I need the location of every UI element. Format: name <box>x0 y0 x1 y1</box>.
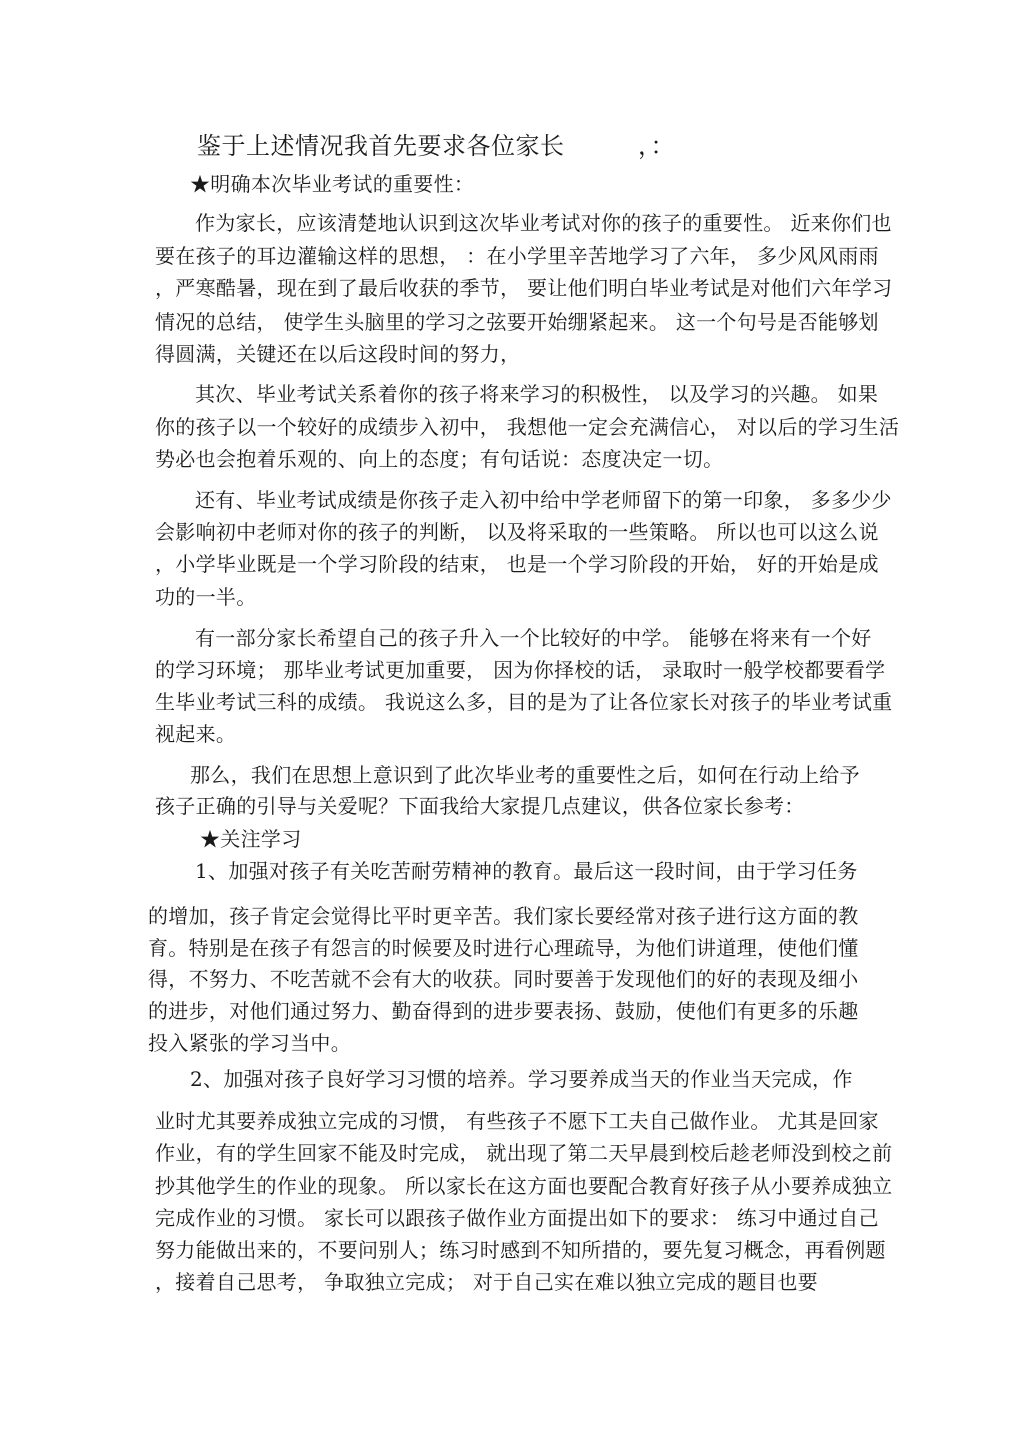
paragraph-line: 得圆满，关键还在以后这段时间的努力， <box>155 342 521 366</box>
paragraph-line: 育。特别是在孩子有怨言的时候要及时进行心理疏导，为他们讲道理，使他们懂 <box>148 936 859 960</box>
paragraph-line: 作为家长，应该清楚地认识到这次毕业考试对你的孩子的重要性。 近来你们也 <box>195 211 892 235</box>
paragraph-line: 2、加强对孩子良好学习习惯的培养。学习要养成当天的作业当天完成，作 <box>190 1067 853 1091</box>
section-title-study: ★关注学习 <box>200 827 302 851</box>
paragraph-line: 功的一半。 <box>155 585 257 609</box>
heading: 鉴于上述情况我首先要求各位家长 ，： <box>197 132 675 160</box>
paragraph-line: 抄其他学生的作业的现象。 所以家长在这方面也要配合教育好孩子从小要养成独立 <box>155 1174 893 1198</box>
paragraph-line: 的增加，孩子肯定会觉得比平时更辛苦。我们家长要经常对孩子进行这方面的教 <box>148 904 859 928</box>
paragraph-line: 努力能做出来的，不要问别人；练习时感到不知所措的，要先复习概念，再看例题 <box>155 1238 886 1262</box>
paragraph-line: 那么，我们在思想上意识到了此次毕业考的重要性之后，如何在行动上给予 <box>190 763 860 787</box>
paragraph-line: 势必也会抱着乐观的、向上的态度；有句话说：态度决定一切。 <box>155 447 724 471</box>
paragraph-line: ，严寒酷暑，现在到了最后收获的季节， 要让他们明白毕业考试是对他们六年学习 <box>155 276 893 300</box>
paragraph-line: 还有、毕业考试成绩是你孩子走入初中给中学老师留下的第一印象， 多多少少 <box>195 488 892 512</box>
paragraph-line: ，小学毕业既是一个学习阶段的结束， 也是一个学习阶段的开始， 好的开始是成 <box>155 552 879 576</box>
paragraph-line: 业时尤其要养成独立完成的习惯， 有些孩子不愿下工夫自己做作业。 尤其是回家 <box>155 1109 879 1133</box>
paragraph-line: 其次、毕业考试关系着你的孩子将来学习的积极性， 以及学习的兴趣。 如果 <box>195 382 879 406</box>
paragraph-line: 1、加强对孩子有关吃苦耐劳精神的教育。最后这一段时间，由于学习任务 <box>195 859 858 883</box>
paragraph-line: 投入紧张的学习当中。 <box>148 1031 351 1055</box>
section-title-importance: ★明确本次毕业考试的重要性： <box>190 172 475 196</box>
paragraph-line: 你的孩子以一个较好的成绩步入初中， 我想他一定会充满信心， 对以后的学习生活 <box>155 415 900 439</box>
paragraph-line: 作业，有的学生回家不能及时完成， 就出现了第二天早晨到校后趁老师没到校之前 <box>155 1141 893 1165</box>
paragraph-line: 孩子正确的引导与关爱呢？下面我给大家提几点建议，供各位家长参考： <box>155 794 805 818</box>
paragraph-line: 要在孩子的耳边灌输这样的思想， ：在小学里辛苦地学习了六年， 多少风风雨雨 <box>155 244 879 268</box>
paragraph-line: ，接着自己思考， 争取独立完成； 对于自己实在难以独立完成的题目也要 <box>155 1270 818 1294</box>
paragraph-line: 生毕业考试三科的成绩。 我说这么多，目的是为了让各位家长对孩子的毕业考试重 <box>155 690 893 714</box>
paragraph-line: 得，不努力、不吃苦就不会有大的收获。同时要善于发现他们的好的表现及细小 <box>148 967 859 991</box>
paragraph-line: 视起来。 <box>155 722 237 746</box>
paragraph-line: 会影响初中老师对你的孩子的判断， 以及将采取的一些策略。 所以也可以这么说 <box>155 520 879 544</box>
paragraph-line: 情况的总结， 使学生头脑里的学习之弦要开始绷紧起来。 这一个句号是否能够划 <box>155 310 879 334</box>
paragraph-line: 有一部分家长希望自己的孩子升入一个比较好的中学。 能够在将来有一个好 <box>195 626 872 650</box>
paragraph-line: 的进步，对他们通过努力、勤奋得到的进步要表扬、鼓励，使他们有更多的乐趣 <box>148 999 859 1023</box>
paragraph-line: 的学习环境； 那毕业考试更加重要， 因为你择校的话， 录取时一般学校都要看学 <box>155 658 886 682</box>
paragraph-line: 完成作业的习惯。 家长可以跟孩子做作业方面提出如下的要求： 练习中通过自己 <box>155 1206 879 1230</box>
